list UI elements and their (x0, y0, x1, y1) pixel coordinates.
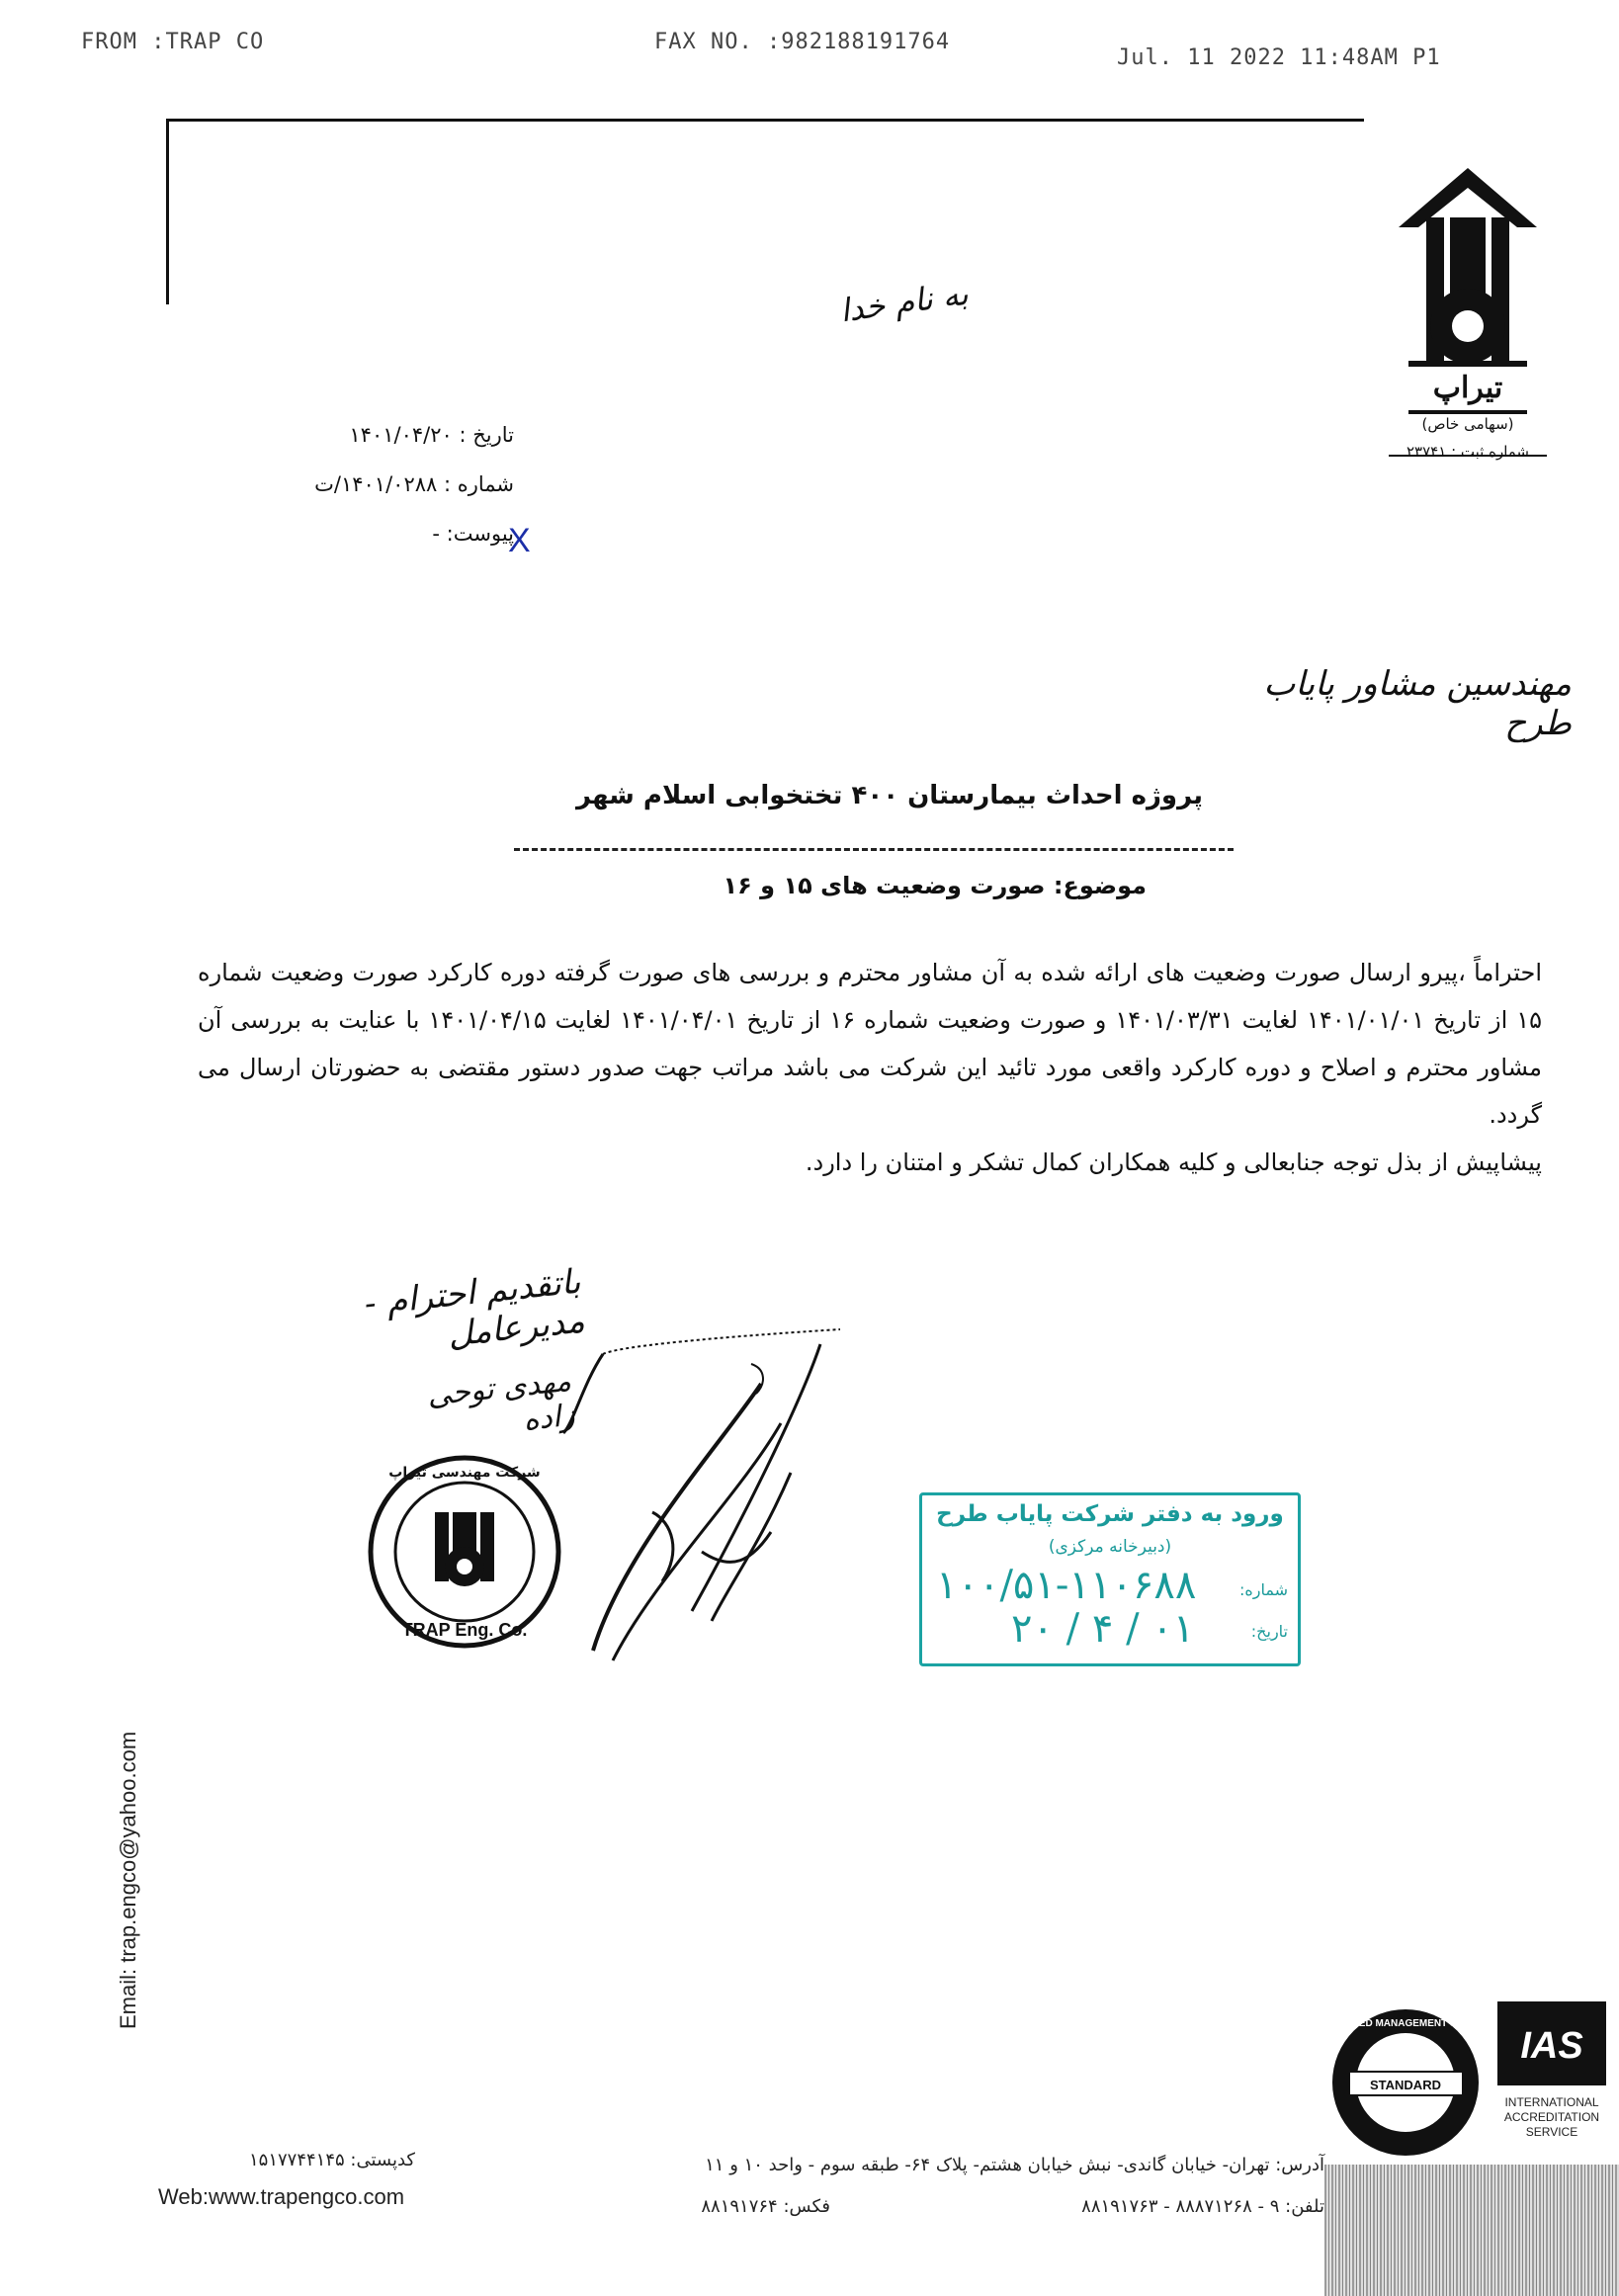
ias-accreditation (1492, 1997, 1611, 2165)
letter-body (198, 949, 1542, 1186)
fax-from: FROM :TRAP CO (81, 30, 265, 54)
project-title: پروژه احداث بیمارستان ۴۰۰ تختخوابی اسلام شهر (575, 781, 1204, 810)
ias-logo-text: IAS (1520, 2025, 1583, 2067)
scan-artifact (1324, 2165, 1619, 2296)
cert-ring-text: CERTIFIED MANAGEMENT SYSTEM (1320, 2018, 1491, 2029)
receipt-number: ۱۰۰/۵۱-۱۱۰۶۸۸ (936, 1563, 1197, 1608)
body-paragraph-2: پیشاپیش از بذل توجه جنابعالی و کلیه همکاران کمال تشکر و امتنان را دارد. (805, 1148, 1542, 1176)
seal-latin-text: TRAP Eng. Co. (401, 1620, 528, 1640)
invocation: به نام خدا (837, 274, 971, 330)
certified-management-system-icon (1320, 2006, 1491, 2160)
header-left-rule (166, 119, 169, 304)
company-email: Email: trap.engco@yahoo.com (116, 1731, 140, 2029)
letter-number: شماره : ۱۴۰۱/۰۲۸۸/ت (314, 472, 514, 496)
company-address: آدرس: تهران- خیابان گاندی- نبش خیابان هشتم- پلاک ۶۴- طبقه سوم - واحد ۱۰ و ۱۱ (705, 2155, 1324, 2175)
receipt-stamp (919, 1492, 1301, 1666)
fax-datetime: Jul. 11 2022 11:48AM P1 (1117, 45, 1441, 70)
header-rule (166, 119, 1364, 122)
ias-caption: INTERNATIONAL ACCREDITATION SERVICE (1503, 2095, 1600, 2139)
registration-number: شماره ثبت : ۲۳۷۴۱ (1406, 443, 1529, 461)
cert-logo-text: STANDARD (1370, 2078, 1441, 2092)
company-seal-icon (366, 1453, 563, 1651)
receipt-date: ۰۱ / ۴ / ۲۰ (1011, 1606, 1195, 1652)
letter-subject: موضوع: صورت وضعیت های ۱۵ و ۱۶ (723, 872, 1147, 899)
ias-logo-icon (1492, 1997, 1611, 2090)
postal-code: کدپستی: ۱۵۱۷۷۴۴۱۴۵ (249, 2150, 415, 2170)
handwritten-signature-icon (563, 1324, 919, 1690)
letter-date: تاریخ : ۱۴۰۱/۰۴/۲۰ (349, 423, 514, 447)
receipt-stamp-title: ورود به دفتر شرکت پایاب طرح (936, 1501, 1284, 1527)
body-paragraph-1: احتراماً ،پیرو ارسال صورت وضعیت های ارائه شده به آن مشاور محترم و بررسی های صورت گرفته دوره کارکرد صورت وضعیت شماره ۱۵ از تاریخ ۱۴۰۱/۰۱/۰۱ لغایت ۱۴۰۱/۰۳/۳۱ و صورت وضعیت شماره ۱۶ از تاریخ ۱۴۰۱/۰۴/۰۱ لغایت ۱۴۰۱/۰۴/۱۵ با عنایت به بررسی آن مشاور محترم و اصلاح و دوره کارکرد واقعی مورد تائید این شرکت می باشد مراتب جهت صدور دستور مقتضی به حضورتان ارسال می گردد. (198, 959, 1542, 1129)
closing-line: باتقدیم احترام - مدیرعامل (362, 1261, 587, 1355)
recipient: مهندسین مشاور پایاب طرح (1263, 664, 1572, 743)
receipt-date-label: تاریخ: (1250, 1622, 1288, 1641)
receipt-stamp-subtitle: (دبیرخانه مرکزی) (1048, 1537, 1172, 1557)
company-logo-icon (1369, 158, 1567, 484)
title-divider (514, 848, 1234, 851)
receipt-number-label: شماره: (1238, 1580, 1288, 1599)
company-type: (سهامی خاص) (1421, 415, 1514, 433)
company-telephone: تلفن: ۹ - ۸۸۸۷۱۲۶۸ - ۸۸۱۹۱۷۶۳ (1081, 2196, 1324, 2217)
company-website[interactable]: Web:www.trapengco.com (158, 2184, 405, 2209)
company-fax: فکس: ۸۸۱۹۱۷۶۴ (701, 2196, 830, 2217)
seal-persian-text: شرکت مهندسی تیراپ (388, 1465, 541, 1481)
fax-number: FAX NO. :982188191764 (654, 30, 951, 54)
signatory-name: مهدی توحی زاده (425, 1363, 577, 1438)
company-logo-name: تیراپ (1432, 371, 1503, 405)
letter-attachment: پیوست: - (432, 522, 514, 546)
attachment-x-mark: X (508, 522, 531, 559)
